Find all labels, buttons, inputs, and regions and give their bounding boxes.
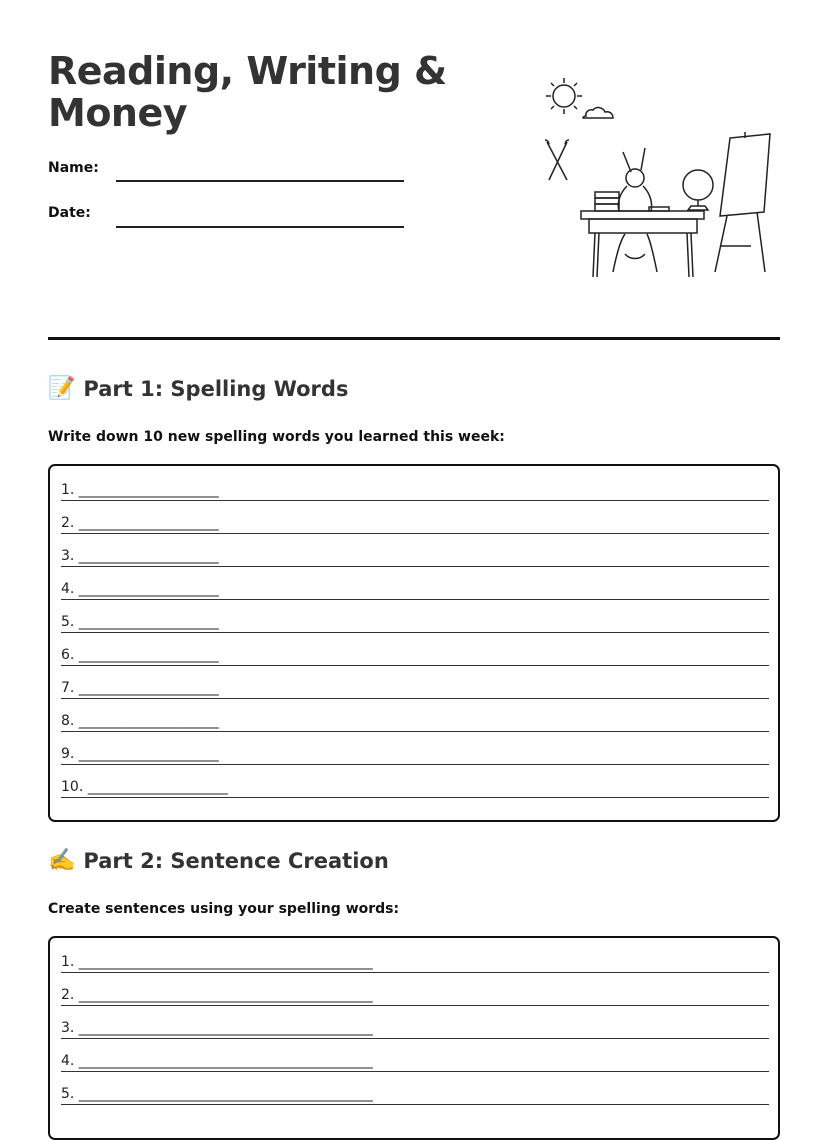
spelling-word-line[interactable] [61, 502, 769, 534]
date-line[interactable] [116, 226, 404, 228]
spelling-word-line[interactable] [61, 601, 769, 633]
spelling-word-line-text: 9. ____________________ [61, 746, 219, 762]
spelling-word-line[interactable] [61, 733, 769, 765]
sentence-line-text: 2. __________________________________________ [61, 987, 373, 1003]
part2-heading-text: Part 2: Sentence Creation [83, 848, 389, 873]
sentence-line[interactable] [61, 974, 769, 1006]
spelling-word-line[interactable] [61, 667, 769, 699]
spelling-word-line-text: 8. ____________________ [61, 713, 219, 729]
sentence-line-text: 5. __________________________________________ [61, 1086, 373, 1102]
spelling-word-line[interactable] [61, 568, 769, 600]
desk [581, 211, 704, 277]
spelling-word-line[interactable] [61, 700, 769, 732]
part2-instructions: Create sentences using your spelling words: [48, 901, 400, 917]
part2-heading [48, 848, 389, 873]
page-title: Reading, Writing & Money [48, 49, 447, 135]
sentence-line-text: 1. __________________________________________ [61, 954, 373, 970]
sun-icon [546, 78, 582, 114]
easel [715, 132, 770, 272]
sentence-line[interactable] [61, 1040, 769, 1072]
writing-hand-icon: ✍️ [48, 848, 76, 873]
kangaroo-classroom-illustration [535, 72, 780, 282]
spelling-word-line-text: 4. ____________________ [61, 581, 219, 597]
globe-icon [683, 170, 713, 210]
part1-heading-text: Part 1: Spelling Words [83, 376, 349, 401]
name-label: Name: [48, 160, 99, 176]
part1-instructions: Write down 10 new spelling words you learned this week: [48, 429, 505, 445]
spelling-word-line[interactable] [61, 469, 769, 501]
spelling-word-line[interactable] [61, 535, 769, 567]
memo-pencil-icon: 📝 [48, 376, 76, 401]
spelling-word-line-text: 6. ____________________ [61, 647, 219, 663]
name-line[interactable] [116, 180, 404, 182]
books [595, 192, 619, 211]
sentence-line[interactable] [61, 941, 769, 973]
sentence-line-text: 3. __________________________________________ [61, 1020, 373, 1036]
part1-heading [48, 376, 348, 401]
cloud-icon [583, 108, 613, 118]
sentences-box [48, 936, 780, 1140]
divider [48, 337, 780, 340]
spelling-word-line[interactable] [61, 766, 769, 798]
spelling-word-line-text: 7. ____________________ [61, 680, 219, 696]
spelling-word-line-text: 10. ____________________ [61, 779, 228, 795]
spelling-word-line-text: 3. ____________________ [61, 548, 219, 564]
spelling-word-line[interactable] [61, 634, 769, 666]
sentence-line[interactable] [61, 1007, 769, 1039]
spelling-word-line-text: 2. ____________________ [61, 515, 219, 531]
spelling-words-box [48, 464, 780, 822]
sentence-line[interactable] [61, 1073, 769, 1105]
spelling-word-line-text: 5. ____________________ [61, 614, 219, 630]
spelling-word-line-text: 1. ____________________ [61, 482, 219, 498]
sentence-line-text: 4. __________________________________________ [61, 1053, 373, 1069]
scissors-icon [545, 140, 569, 180]
date-label: Date: [48, 205, 91, 221]
